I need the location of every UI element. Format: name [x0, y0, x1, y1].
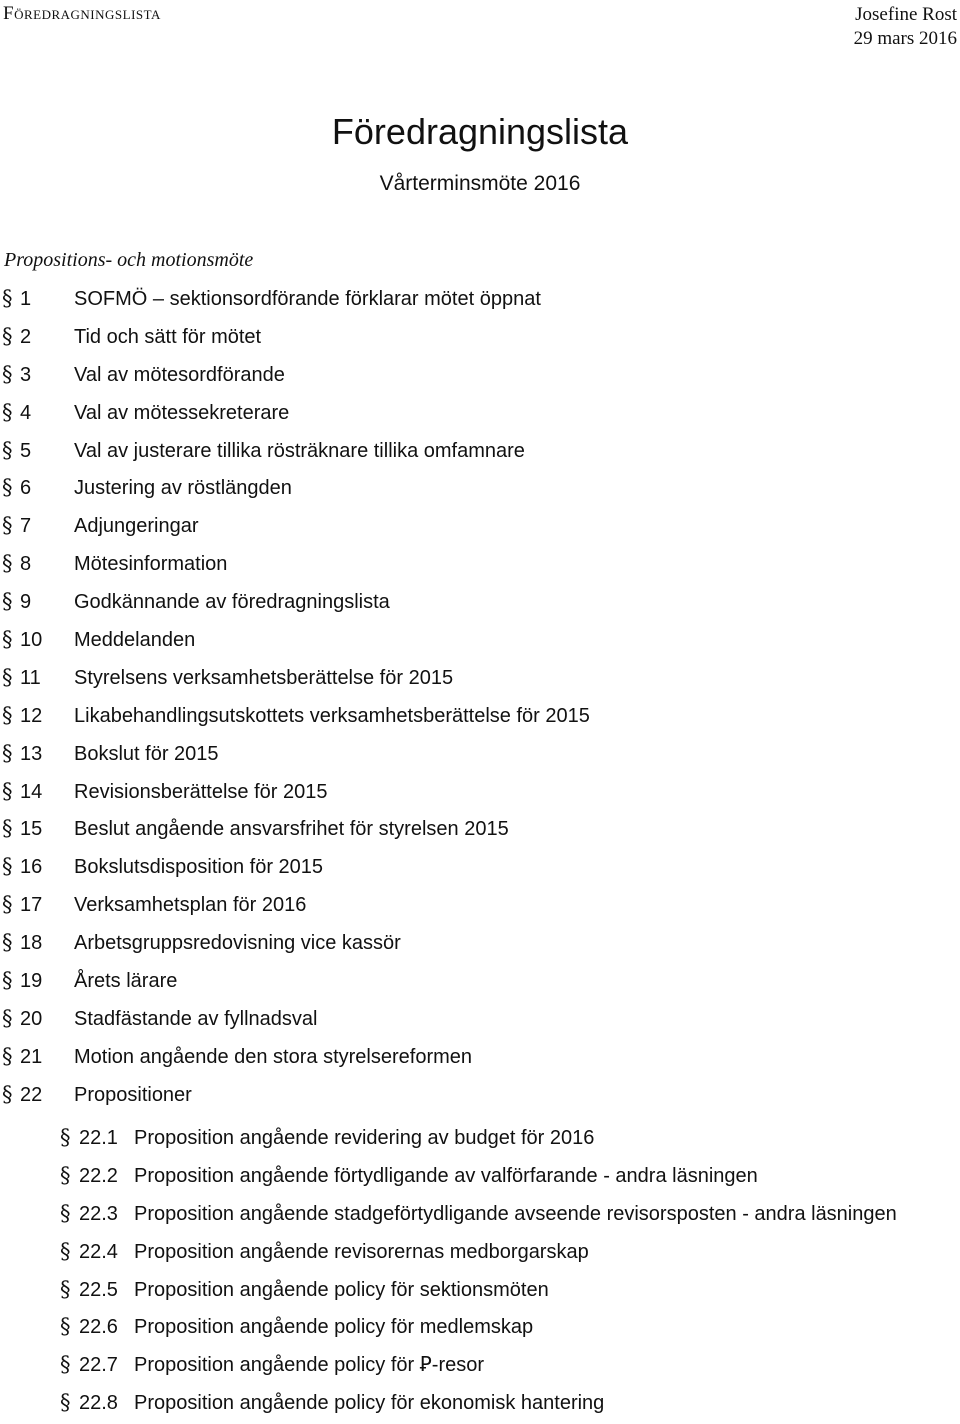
agenda-item-number: 22.8	[79, 1392, 118, 1415]
agenda-item	[0, 1002, 960, 1040]
document-subtitle: Vårterminsmöte 2016	[379, 172, 581, 195]
agenda-item-text: Proposition angående stadgeförtydligande avseende revisorsposten - andra läsningen	[134, 1202, 897, 1225]
agenda-item-number: 13	[20, 742, 43, 765]
agenda-item	[0, 661, 960, 699]
agenda-item-text: Proposition angående revidering av budget för 2016	[134, 1127, 595, 1149]
agenda-item-text: Revisionsberättelse för 2015	[74, 780, 328, 803]
agenda-item-number: 17	[20, 894, 43, 917]
agenda-item-number: 22.5	[79, 1278, 118, 1301]
section-symbol: §	[60, 1200, 71, 1225]
agenda-item-text: Val av mötessekreterare	[74, 401, 290, 424]
agenda-item-number: 16	[20, 856, 43, 879]
agenda-item-number: 5	[20, 439, 32, 462]
agenda-item	[0, 320, 960, 358]
agenda-item-text: Godkännande av föredragningslista	[74, 591, 390, 614]
section-symbol: §	[60, 1352, 71, 1377]
header-date: 29 mars 2016	[853, 28, 957, 49]
section-symbol: §	[60, 1390, 71, 1415]
agenda-item-number: 22.3	[79, 1202, 118, 1225]
section-symbol: §	[2, 892, 13, 917]
agenda-item-number: 8	[20, 553, 32, 576]
section-heading: Propositions- och motionsmöte	[4, 249, 254, 271]
agenda-item	[0, 812, 960, 850]
agenda-item-text: Beslut angående ansvarsfrihet för styrelsen 2015	[74, 818, 509, 841]
document-title: Föredragningslista	[331, 111, 629, 152]
agenda-item-number: 20	[20, 1007, 43, 1030]
agenda-item	[0, 699, 960, 737]
agenda-item	[0, 926, 960, 964]
agenda-item-number: 3	[20, 363, 32, 386]
agenda-item-text: Likabehandlingsutskottets verksamhetsberättelse för 2015	[74, 704, 590, 727]
section-symbol: §	[60, 1125, 71, 1149]
agenda-item	[0, 358, 960, 396]
agenda-item-number: 22.6	[79, 1316, 118, 1339]
agenda-item-text: Proposition angående policy för ekonomisk hantering	[134, 1392, 605, 1415]
agenda-subitem	[0, 1273, 960, 1311]
agenda-item-text: Val av justerare tillika rösträknare tillika omfamnare	[74, 439, 525, 462]
section-symbol: §	[2, 1005, 13, 1030]
agenda-item-number: 22	[20, 1083, 43, 1106]
agenda-subitem	[0, 1159, 960, 1197]
section-symbol: §	[60, 1276, 71, 1301]
section-symbol: §	[2, 778, 13, 803]
agenda-item	[0, 471, 960, 509]
agenda-item-text: Propositioner	[74, 1083, 192, 1106]
agenda-item-number: 6	[20, 477, 32, 500]
agenda-list	[0, 282, 960, 1116]
agenda-item-text: Proposition angående policy för sektionsmöten	[134, 1278, 549, 1301]
agenda-item	[0, 509, 960, 547]
header-meta	[854, 3, 957, 51]
agenda-item-text: Tid och sätt för mötet	[74, 325, 262, 348]
agenda-subitem	[0, 1310, 960, 1348]
agenda-item-text: Proposition angående policy för medlemskap	[134, 1316, 534, 1339]
agenda-item-number: 11	[20, 666, 41, 689]
agenda-item-number: 9	[20, 591, 32, 614]
agenda-item	[0, 434, 960, 472]
section-symbol: §	[2, 361, 13, 386]
agenda-item-text: Bokslutsdisposition för 2015	[74, 856, 324, 879]
agenda-item-text: Årets lärare	[74, 970, 178, 993]
agenda-item-text: Styrelsens verksamhetsberättelse för 2015	[74, 666, 454, 689]
agenda-item-number: 22.1	[79, 1127, 118, 1149]
agenda-item-text: Adjungeringar	[74, 515, 199, 538]
agenda-subitem	[0, 1235, 960, 1273]
agenda-item	[0, 888, 960, 926]
agenda-item-number: 22.2	[79, 1164, 118, 1187]
agenda-item-number: 15	[20, 818, 43, 841]
agenda-item	[0, 396, 960, 434]
agenda-item-text: Stadfästande av fyllnadsval	[74, 1007, 318, 1030]
agenda-item-text: Bokslut för 2015	[74, 742, 219, 765]
agenda-item	[0, 1078, 960, 1116]
agenda-item	[0, 623, 960, 661]
agenda-item	[0, 737, 960, 775]
section-symbol: §	[2, 740, 13, 765]
section-symbol: §	[2, 399, 13, 424]
agenda-item-number: 1	[20, 288, 32, 310]
agenda-item	[0, 547, 960, 585]
agenda-item-text: Mötesinformation	[74, 553, 228, 576]
agenda-item-text: Justering av röstlängden	[74, 477, 292, 500]
section-symbol: §	[2, 930, 13, 955]
agenda-item-number: 22.4	[79, 1240, 118, 1263]
agenda-item-number: 14	[20, 780, 43, 803]
agenda-item-number: 18	[20, 932, 43, 955]
agenda-item-text: Proposition angående revisorernas medborgarskap	[134, 1240, 589, 1263]
agenda-item	[0, 775, 960, 813]
agenda-subitem	[0, 1348, 960, 1386]
agenda-sublist	[0, 1121, 960, 1424]
agenda-item-number: 21	[20, 1045, 43, 1068]
agenda-item-number: 10	[20, 629, 43, 652]
agenda-item	[0, 1040, 960, 1078]
agenda-item-number: 7	[20, 515, 32, 538]
agenda-item-text: Motion angående den stora styrelsereformen	[74, 1045, 473, 1068]
section-symbol: §	[2, 702, 13, 727]
section-symbol: §	[2, 664, 13, 689]
section-symbol: §	[2, 286, 13, 310]
agenda-subitem	[0, 1386, 960, 1424]
section-symbol: §	[60, 1238, 71, 1263]
section-symbol: §	[2, 627, 13, 652]
section-symbol: §	[2, 475, 13, 500]
section-symbol: §	[2, 1081, 13, 1106]
header-author: Josefine Rost	[855, 4, 957, 25]
agenda-item-text: Proposition angående förtydligande av valförfarande - andra läsningen	[134, 1164, 758, 1187]
section-symbol: §	[2, 437, 13, 462]
agenda-item-text: Meddelanden	[74, 629, 196, 652]
agenda-item	[0, 964, 960, 1002]
section-symbol: §	[60, 1314, 71, 1339]
agenda-item-number: 12	[20, 704, 43, 727]
section-symbol: §	[2, 968, 13, 993]
agenda-item-text: Arbetsgruppsredovisning vice kassör	[74, 932, 401, 955]
agenda-item-number: 19	[20, 970, 43, 993]
section-symbol: §	[60, 1162, 71, 1187]
agenda-item	[0, 585, 960, 623]
agenda-item-text: SOFMÖ – sektionsordförande förklarar mötet öppnat	[74, 288, 541, 310]
agenda-subitem	[0, 1197, 960, 1235]
agenda-subitem	[0, 1121, 960, 1159]
section-symbol: §	[2, 551, 13, 576]
header-document-name: Föredragningslista	[3, 3, 161, 24]
agenda-item-number: 4	[20, 401, 32, 424]
agenda-item-number: 22.7	[79, 1354, 118, 1377]
agenda-item-number: 2	[20, 325, 32, 348]
agenda-item-text: Proposition angående policy för Ꝑ-resor	[134, 1354, 485, 1377]
section-symbol: §	[2, 854, 13, 879]
section-symbol: §	[2, 513, 13, 538]
agenda-item	[0, 282, 960, 320]
section-symbol: §	[2, 323, 13, 348]
agenda-item-text: Verksamhetsplan för 2016	[74, 894, 307, 917]
section-symbol: §	[2, 816, 13, 841]
section-symbol: §	[2, 589, 13, 614]
agenda-item	[0, 850, 960, 888]
section-symbol: §	[2, 1043, 13, 1068]
agenda-item-text: Val av mötesordförande	[74, 363, 285, 386]
